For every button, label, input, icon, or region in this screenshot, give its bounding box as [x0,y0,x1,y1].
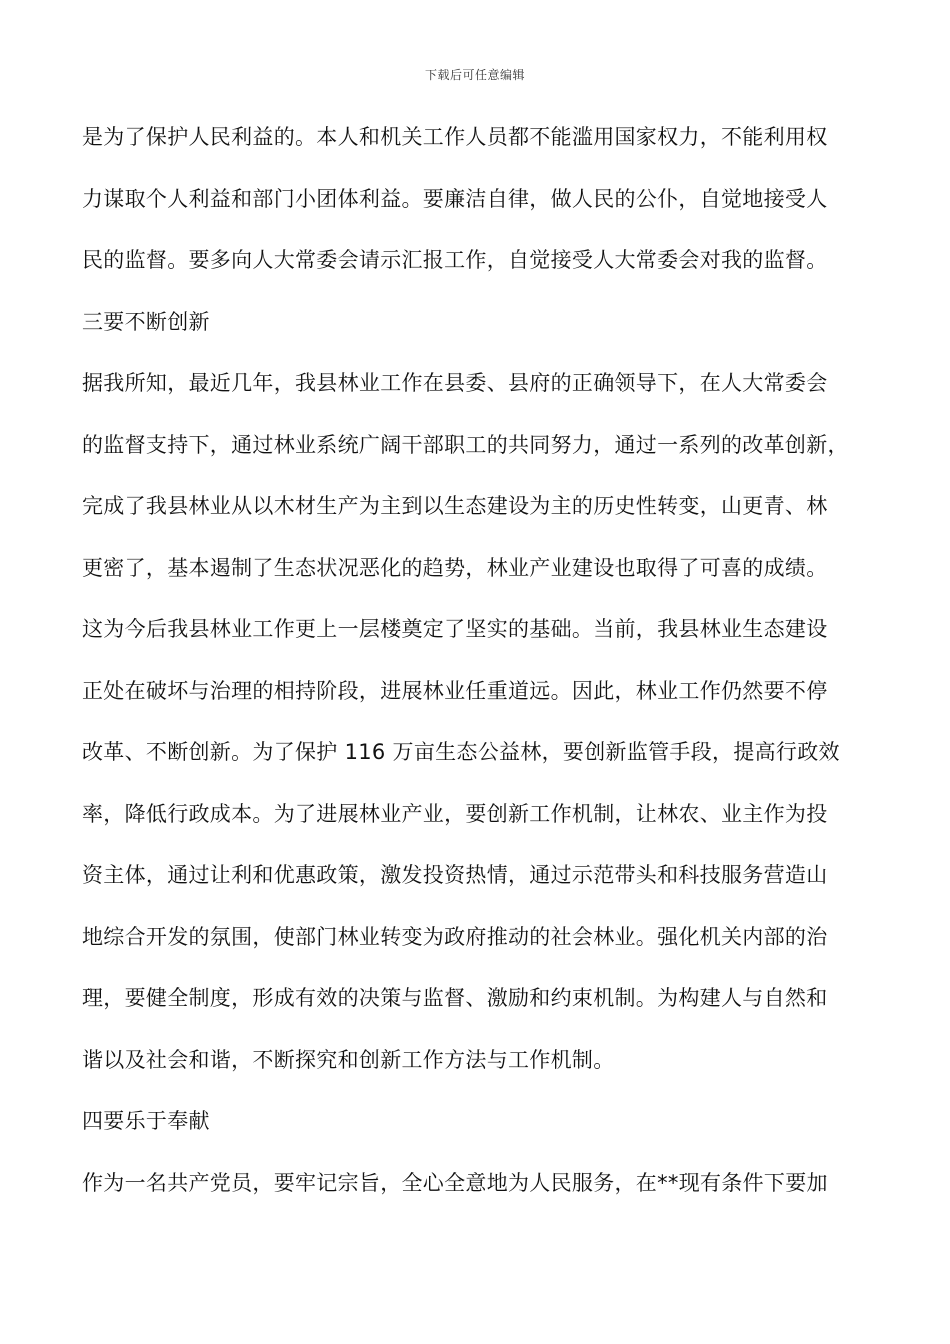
text-line: 改革、不断创新。为了保护 116 万亩生态公益林，要创新监管手段，提高行政效 [82,740,840,764]
section-heading: 三要不断创新 [82,309,210,334]
text-line: 作为一名共产党员，要牢记宗旨，全心全意地为人民服务，在**现有条件下要加 [82,1170,828,1195]
section-heading: 四要乐于奉献 [82,1109,210,1133]
text-line: 的监督支持下，通过林业系统广阔干部职工的共同努力，通过一系列的改革创新， [82,432,849,457]
document-body [82,117,882,1224]
text-line: 资主体，通过让利和优惠政策，激发投资热情，通过示范带头和科技服务营造山 [82,863,828,887]
text-line: 率，降低行政成本。为了进展林业产业，要创新工作机制，让林农、业主作为投 [82,801,828,826]
text-line: 据我所知，最近几年，我县林业工作在县委、县府的正确领导下，在人大常委会 [82,371,828,395]
text-line: 正处在破坏与治理的相持阶段，进展林业任重道远。因此，林业工作仍然要不停 [82,678,828,703]
text-line: 这为今后我县林业工作更上一层楼奠定了坚实的基础。当前，我县林业生态建设 [82,617,828,641]
text-line: 力谋取个人利益和部门小团体利益。要廉洁自律，做人民的公仆，自觉地接受人 [82,186,828,211]
text-line: 民的监督。要多向人大常委会请示汇报工作，自觉接受人大常委会对我的监督。 [82,248,828,272]
text-line: 更密了，基本遏制了生态状况恶化的趋势，林业产业建设也取得了可喜的成绩。 [82,555,828,580]
text-line: 谐以及社会和谐，不断探究和创新工作方法与工作机制。 [82,1047,615,1072]
text-line: 完成了我县林业从以木材生产为主到以生态建设为主的历史性转变，山更青、林 [82,494,828,518]
text-line: 地综合开发的氛围，使部门林业转变为政府推动的社会林业。强化机关内部的治 [82,924,828,949]
text-line: 理，要健全制度，形成有效的决策与监督、激励和约束机制。为构建人与自然和 [82,986,828,1010]
text-line: 是为了保护人民利益的。本人和机关工作人员都不能滥用国家权力，不能利用权 [82,125,828,149]
header-note: 下载后可任意编辑 [424,68,525,82]
